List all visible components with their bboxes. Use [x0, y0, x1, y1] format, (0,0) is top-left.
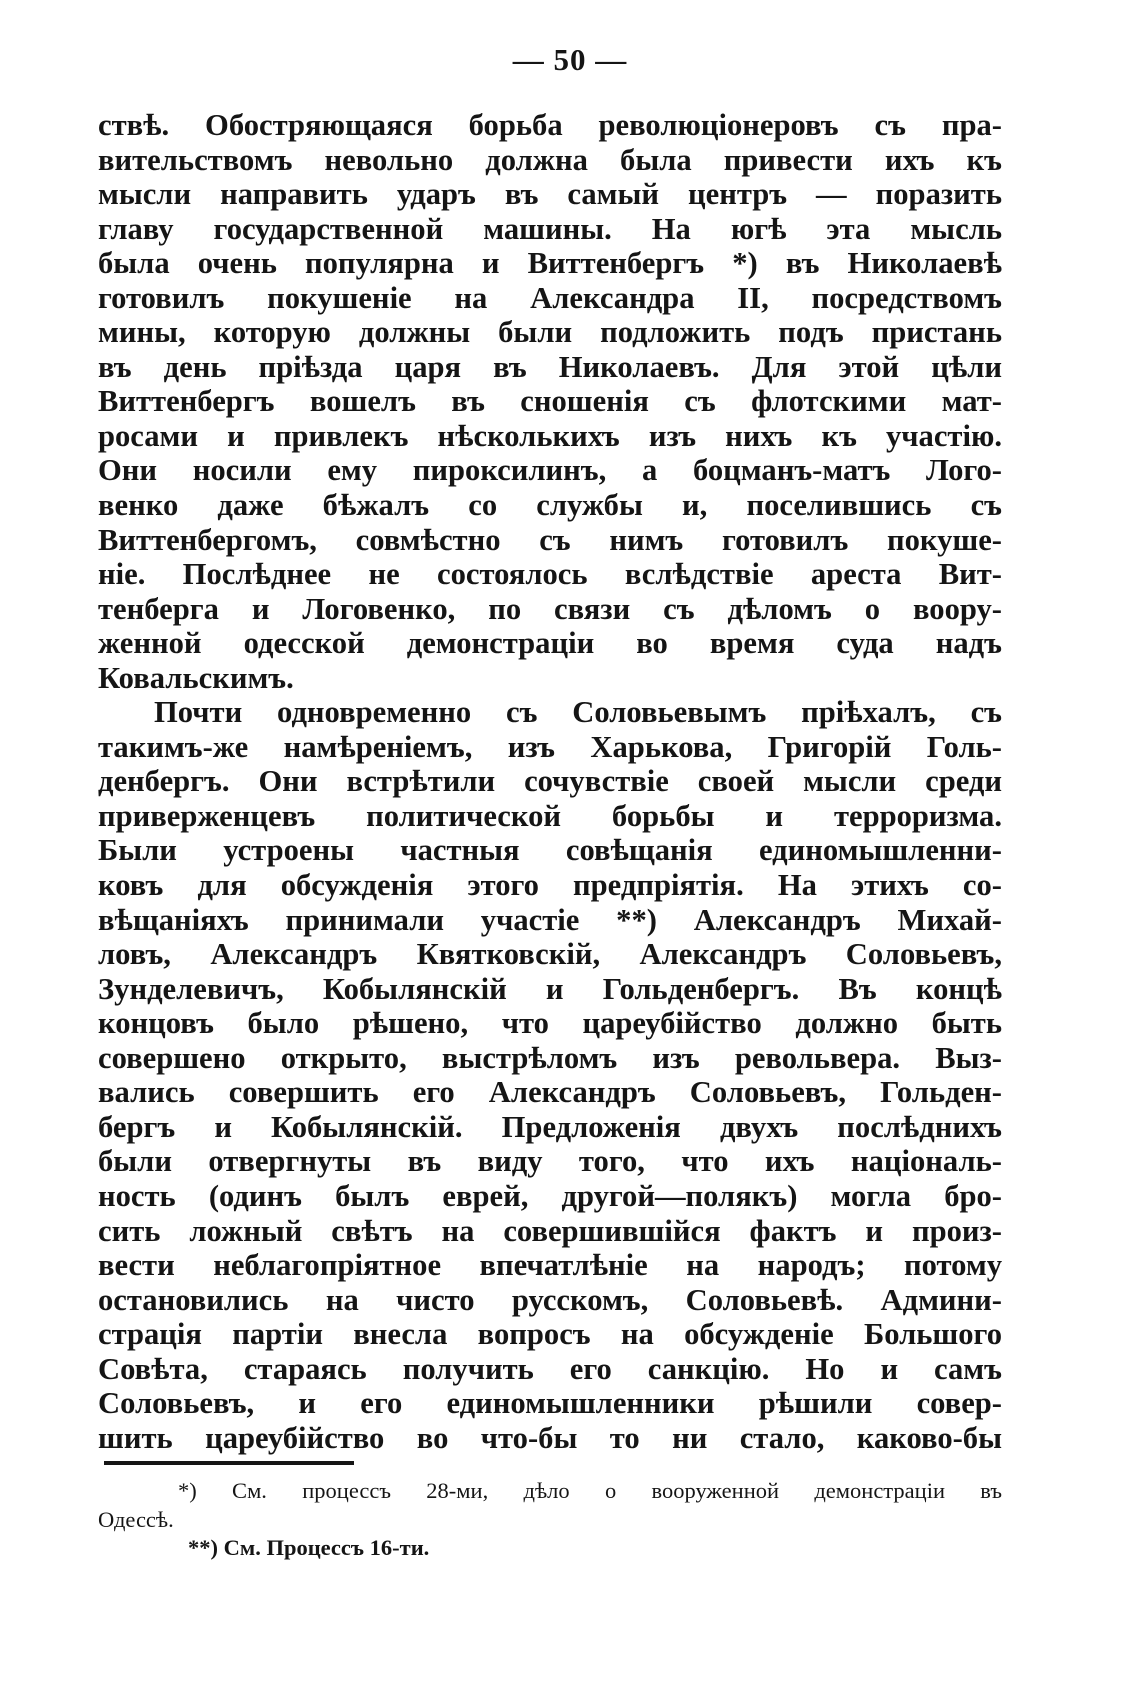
text-line: шить цареубійство во что-бы то ни стало, каково-бы	[98, 1420, 1002, 1455]
footnote-2: **) См. Процессъ 16-ти.	[188, 1535, 430, 1560]
footnote-1-continuation: Одессѣ.	[98, 1506, 174, 1532]
text-line: готовилъ покушеніе на Александра II, посредствомъ	[98, 280, 1002, 315]
text-line: росами и привлекъ нѣсколькихъ изъ нихъ къ участію.	[98, 418, 1002, 453]
text-line: Почти одновременно съ Соловьевымъ пріѣхалъ, съ	[154, 695, 1002, 730]
text-line: совершено открыто, выстрѣломъ изъ револьвера. Выз-	[98, 1040, 1002, 1075]
text-line: женной одесской демонстраціи во время суда надъ	[98, 626, 1002, 661]
text-line: Виттенбергъ вошелъ въ сношенія съ флотскими мат-	[98, 384, 1002, 419]
text-line: вительствомъ невольно должна была привести ихъ къ	[98, 142, 1002, 177]
text-line: мины, которую должны были подложить подъ пристань	[98, 315, 1002, 350]
text-line: вались совершить его Александръ Соловьевъ, Гольден-	[98, 1075, 1002, 1110]
text-line: были отвергнуты въ виду того, что ихъ національ-	[98, 1144, 1002, 1179]
main-text	[98, 108, 1002, 1455]
text-line: такимъ-же намѣреніемъ, изъ Харькова, Григорій Голь-	[98, 729, 1002, 764]
text-line: страція партіи внесла вопросъ на обсужденіе Большого	[98, 1317, 1002, 1352]
text-line: въ день пріѣзда царя въ Николаевъ. Для этой цѣли	[98, 349, 1002, 384]
text-line: ствѣ. Обостряющаяся борьба революціонеровъ съ пра-	[98, 108, 1002, 142]
footnote-1: *) См. процессъ 28-ми, дѣло о вооруженной демонстраціи въ	[178, 1478, 1002, 1503]
text-line: приверженцевъ политической борьбы и терроризма.	[98, 798, 1002, 833]
page-number: — 50 —	[512, 42, 628, 77]
text-line: Зунделевичъ, Кобылянскій и Гольденбергъ. Въ концѣ	[98, 971, 1002, 1006]
text-line: Совѣта, стараясь получить его санкцію. Но и самъ	[98, 1351, 1002, 1386]
text-line: Виттенбергомъ, совмѣстно съ нимъ готовилъ покуше-	[98, 522, 1002, 557]
text-line: Они носили ему пироксилинъ, а боцманъ-матъ Лого-	[98, 453, 1002, 488]
text-line: ковъ для обсужденія этого предпріятія. На этихъ со-	[98, 868, 1002, 903]
text-line: венко даже бѣжалъ со службы и, поселившись съ	[98, 488, 1002, 523]
footnote-separator	[104, 1461, 354, 1465]
text-line: Были устроены частныя совѣщанія единомышленни-	[98, 833, 1002, 868]
text-line: мысли направить ударъ въ самый центръ — поразить	[98, 177, 1002, 212]
text-line: вѣщаніяхъ принимали участіе **) Александръ Михай-	[98, 902, 1002, 937]
text-line: Соловьевъ, и его единомышленники рѣшили совер-	[98, 1386, 1002, 1421]
text-line: главу государственной машины. На югѣ эта мысль	[98, 211, 1002, 246]
text-line: вести неблагопріятное впечатлѣніе на народъ; потому	[98, 1248, 1002, 1283]
footnotes	[98, 1477, 1002, 1563]
text-line: бергъ и Кобылянскій. Предложенія двухъ послѣднихъ	[98, 1109, 1002, 1144]
text-line: тенберга и Логовенко, по связи съ дѣломъ о воору-	[98, 591, 1002, 626]
text-line: ловъ, Александръ Квятковскій, Александръ Соловьевъ,	[98, 937, 1002, 972]
text-line: ность (одинъ былъ еврей, другой—полякъ) могла бро-	[98, 1178, 1002, 1213]
text-line: концовъ было рѣшено, что цареубійство должно быть	[98, 1006, 1002, 1041]
text-line: остановились на чисто русскомъ, Соловьевѣ. Админи-	[98, 1282, 1002, 1317]
text-line: была очень популярна и Виттенбергъ *) въ Николаевѣ	[98, 246, 1002, 281]
text-line: Ковальскимъ.	[98, 660, 294, 695]
text-line: денбергъ. Они встрѣтили сочувствіе своей мысли среди	[98, 764, 1002, 799]
text-line: ніе. Послѣднее не состоялось вслѣдствіе ареста Вит-	[98, 557, 1002, 592]
text-line: сить ложный свѣтъ на совершившійся фактъ и произ-	[98, 1213, 1002, 1248]
